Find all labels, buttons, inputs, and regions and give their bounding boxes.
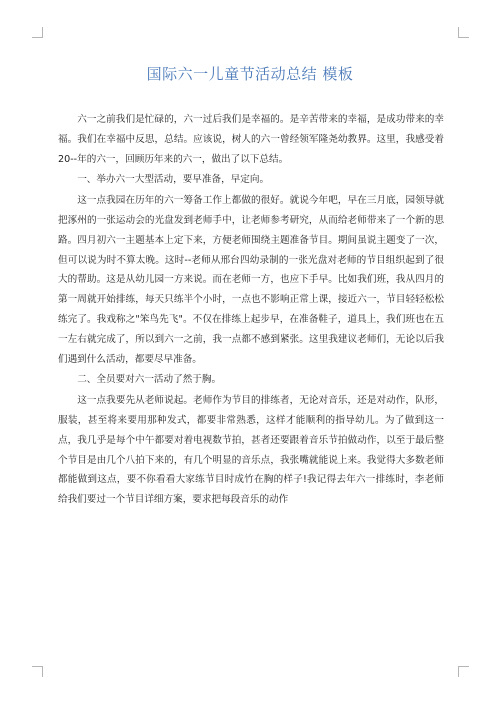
paragraph-section-1: 这一点我园在历年的六一筹备工作上都做的很好。就说今年吧，早在三月底，园领导就把涿州的一张运动会的光盘发到老师手中，让老师参考研究，从而给老师带来了一个新的思路。四月初六一主题基本上定下来，方便老师围绕主题准备节目。期间虽说主题变了一次，但可以说为时不算太晚。这时--老师从邢台四幼录制的一张光盘对老师的节目组织起到了很大的帮助。这是从幼儿园一方来说。而在老师一方，也应下手早。比如我们班，我从四月的第一周就开始排练，每天只练半个小时，一点也不影响正常上课，接近六一，节目轻轻松松练完了。我戏称之"笨鸟先飞"。不仅在排练上起步早，在准备鞋子，道具上，我们班也在五一左右就完成了，所以到六一之前，我一点都不感到紧张。这里我建议老师们，无论以后我们遇到什么活动，都要尽早准备。 [58, 195, 444, 365]
crop-mark-bottom-right [458, 666, 469, 677]
crop-mark-top-left [32, 27, 43, 38]
paragraph-intro: 六一之前我们是忙碌的，六一过后我们是幸福的。是辛苦带来的幸福，是成功带来的幸福。我们在幸福中反思，总结。应该说，树人的六一曾经领军隆尧幼教界。这里，我感受着20--年的六一，回顾历年来的六一，做出了以下总结。 [58, 114, 444, 165]
crop-mark-top-right [458, 27, 469, 38]
crop-mark-bottom-left [32, 666, 43, 677]
paragraph-section-2: 这一点我要先从老师说起。老师作为节目的排练者，无论对音乐，还是对动作，队形，服装，甚至将来要用那种发式，都要非常熟悉，这样才能顺利的指导幼儿。为了做到这一点，我几乎是每个中午都要对着电视数节拍，甚者还要跟着音乐节拍做动作，以至于最后整个节目是由几个八拍下来的，有几个明显的音乐点，我张嘴就能说上来。我觉得大多数老师都能做到这点，要不你看看大家练节目时成竹在胸的样子!我记得去年六一排练时，李老师给我们要过一个节目详细方案，要求把每段音乐的动作 [58, 395, 444, 506]
section-heading-1: 一、举办六一大型活动，要早准备，早定向。 [77, 174, 270, 186]
section-heading-2: 二、全员要对六一活动了然于胸。 [77, 374, 222, 386]
document-body [58, 110, 444, 511]
document-title: 国际六一儿童节活动总结 模板 [146, 65, 354, 83]
